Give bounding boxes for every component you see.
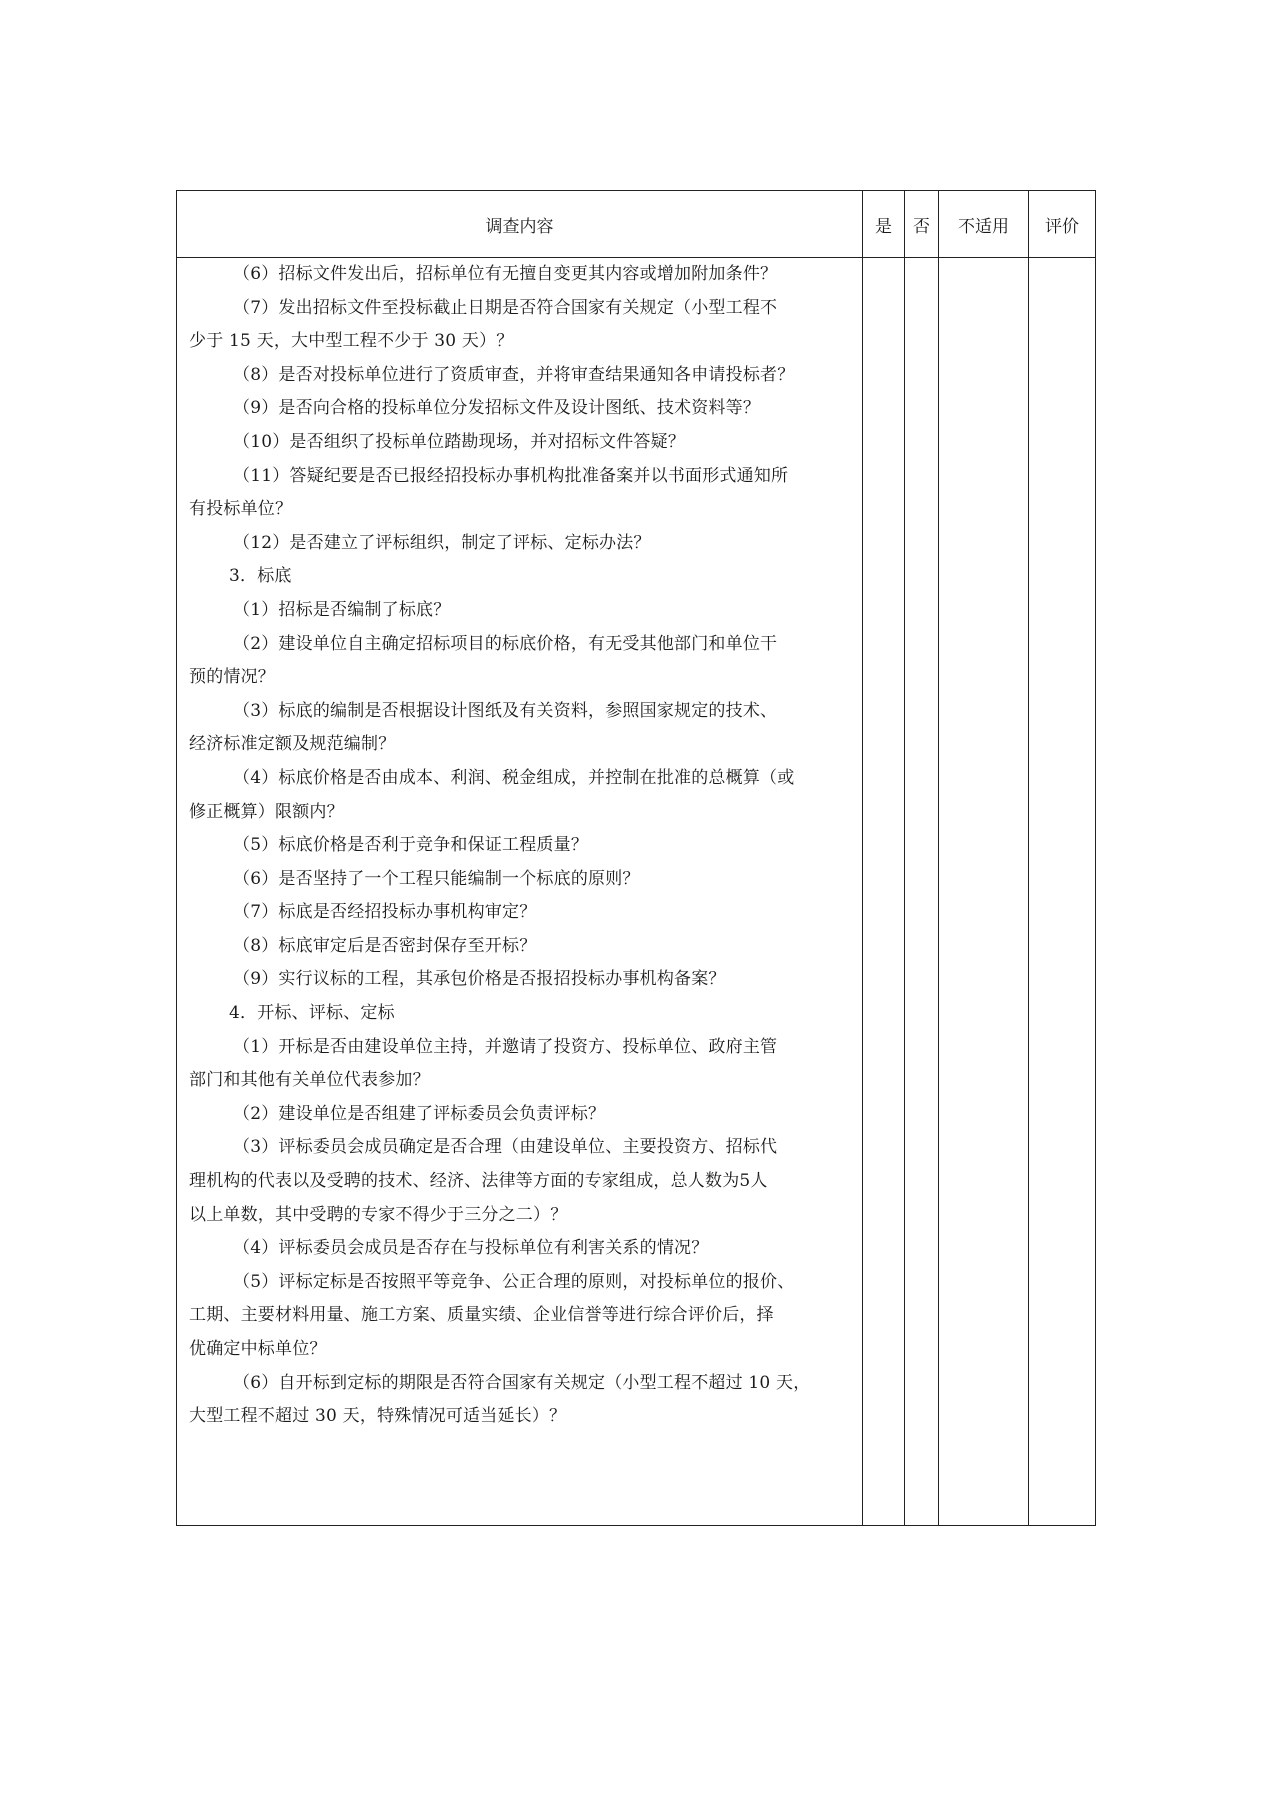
survey-content — [177, 258, 862, 1434]
survey-table — [176, 190, 1096, 1526]
survey-item-line: （6）招标文件发出后，招标单位有无擅自变更其内容或增加附加条件？ — [233, 264, 778, 284]
header-content: 调查内容 — [485, 216, 554, 237]
survey-item-line: （6）自开标到定标的期限是否符合国家有关规定（小型工程不超过 10 天， — [233, 1372, 811, 1393]
survey-item-line: 大型工程不超过 30 天，特殊情况可适当延长）？ — [189, 1406, 567, 1427]
survey-item-line: 部门和其他有关单位代表参加？ — [189, 1070, 430, 1091]
survey-item-line: （1）开标是否由建设单位主持，并邀请了投资方、投标单位、政府主管 — [233, 1036, 778, 1057]
header-evaluation: 评价 — [1045, 216, 1079, 237]
survey-item-line: （5）标底价格是否利于竞争和保证工程质量？ — [233, 835, 589, 856]
survey-item-line: （1）招标是否编制了标底？ — [233, 599, 451, 620]
section-heading: 3．标底 — [229, 566, 292, 587]
survey-item-line: （4）评标委员会成员是否存在与投标单位有利害关系的情况？ — [233, 1238, 709, 1259]
survey-item-line: （6）是否坚持了一个工程只能编制一个标底的原则？ — [233, 868, 640, 889]
survey-item-line: （8）标底审定后是否密封保存至开标？ — [233, 935, 537, 956]
survey-item-line: 少于 15 天，大中型工程不少于 30 天）？ — [189, 331, 514, 352]
survey-item-line: 理机构的代表以及受聘的技术、经济、法律等方面的专家组成，总人数为5人 — [189, 1171, 768, 1192]
survey-item-line: （7）发出招标文件至投标截止日期是否符合国家有关规定（小型工程不 — [233, 297, 778, 318]
survey-item-line: （2）建设单位是否组建了评标委员会负责评标？ — [233, 1103, 606, 1124]
column-divider — [1028, 191, 1029, 1525]
survey-item-line: （9）实行议标的工程，其承包价格是否报招投标办事机构备案？ — [233, 969, 726, 990]
survey-item-line: （9）是否向合格的投标单位分发招标文件及设计图纸、技术资料等？ — [233, 398, 761, 419]
column-divider — [904, 191, 905, 1525]
survey-item-line: （3）标底的编制是否根据设计图纸及有关资料，参照国家规定的技术、 — [233, 700, 778, 721]
survey-item-line: （4）标底价格是否由成本、利润、税金组成，并控制在批准的总概算（或 — [233, 767, 795, 788]
survey-item-line: 有投标单位？ — [189, 499, 293, 520]
column-divider — [938, 191, 939, 1525]
survey-item-line: 经济标准定额及规范编制？ — [189, 734, 396, 755]
header-not-applicable: 不适用 — [958, 216, 1009, 237]
survey-item-line: （5）评标定标是否按照平等竞争、公正合理的原则，对投标单位的报价、 — [233, 1271, 795, 1292]
survey-item-line: （8）是否对投标单位进行了资质审查，并将审查结果通知各申请投标者？ — [233, 364, 795, 385]
survey-item-line: 优确定中标单位？ — [189, 1339, 327, 1359]
section-heading: 4．开标、评标、定标 — [229, 1003, 395, 1024]
survey-item-line: （7）标底是否经招投标办事机构审定？ — [233, 902, 537, 923]
survey-item-line: （3）评标委员会成员确定是否合理（由建设单位、主要投资方、招标代 — [233, 1137, 778, 1158]
header-no: 否 — [913, 216, 930, 237]
survey-item-line: （12）是否建立了评标组织，制定了评标、定标办法？ — [233, 532, 651, 553]
survey-item-line: （11）答疑纪要是否已报经招投标办事机构批准备案并以书面形式通知所 — [233, 465, 789, 486]
survey-item-line: 以上单数，其中受聘的专家不得少于三分之二）？ — [189, 1204, 568, 1225]
header-yes: 是 — [875, 216, 892, 237]
survey-item-line: 预的情况？ — [189, 667, 275, 688]
survey-item-line: （2）建设单位自主确定招标项目的标底价格，有无受其他部门和单位干 — [233, 633, 778, 654]
survey-item-line: 工期、主要材料用量、施工方案、质量实绩、企业信誉等进行综合评价后，择 — [189, 1305, 774, 1326]
survey-item-line: （10）是否组织了投标单位踏勘现场，并对招标文件答疑？ — [233, 431, 686, 452]
survey-item-line: 修正概算）限额内？ — [189, 801, 344, 822]
column-divider — [862, 191, 863, 1525]
